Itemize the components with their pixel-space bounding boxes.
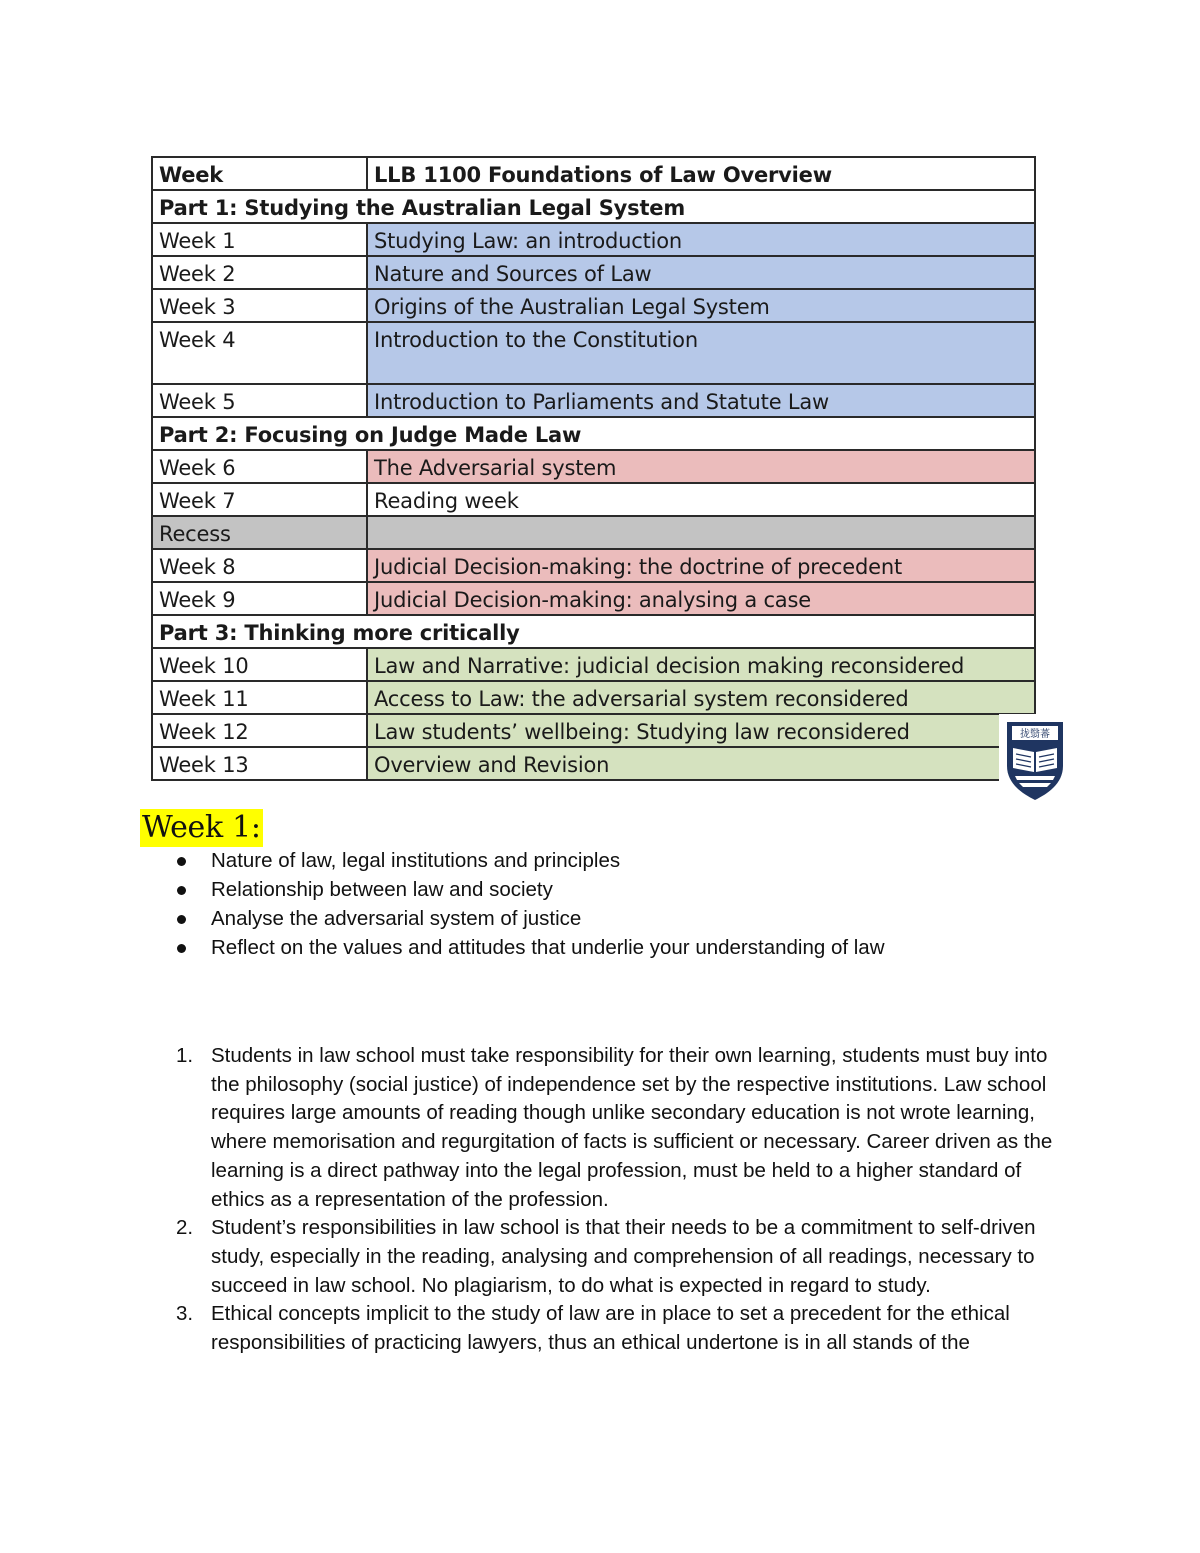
topic-cell: The Adversarial system [367, 450, 1035, 483]
topic-cell: Law and Narrative: judicial decision making reconsidered [367, 648, 1035, 681]
course-overview-table [151, 156, 1036, 781]
table-row [152, 483, 1035, 516]
topic-cell: Introduction to the Constitution [367, 322, 1035, 384]
answer-text: Student’s responsibilities in law school is that their needs to be a commitment to self-driven study, especially in the reading, analysing and comprehension of all readings, necessary to succeed in law school. No plagiarism, to do what is expected in regard to study. [211, 1216, 1036, 1297]
week-cell: Week 13 [152, 747, 367, 780]
header-title-cell: LLB 1100 Foundations of Law Overview [367, 157, 1035, 190]
table-row [152, 322, 1035, 384]
part-row [152, 417, 1035, 450]
topic-cell: Introduction to Parliaments and Statute Law [367, 384, 1035, 417]
bullet-icon [177, 944, 186, 953]
topic-text: Nature of law, legal institutions and principles [211, 849, 621, 872]
week-cell: Week 6 [152, 450, 367, 483]
table-header-row [152, 157, 1035, 190]
answer-text: Students in law school must take responsibility for their own learning, students must buy into the philosophy (social justice) of independence set by the respective institutions. Law school requires large amounts of reading though unlike secondary education is not wrote learning, where memorisation and regurgitation of facts is sufficient or necessary. Career driven as the learning is a direct pathway into the legal profession, must be held to a higher standard of ethics as a representation of the profession. [211, 1044, 1053, 1211]
university-crest-icon [999, 714, 1071, 804]
week-cell: Week 5 [152, 384, 367, 417]
answers-list [172, 1042, 1072, 1358]
week-cell: Week 1 [152, 223, 367, 256]
topic-text: Relationship between law and society [211, 878, 553, 901]
item-number: 3. [176, 1302, 194, 1326]
bullet-icon [177, 886, 186, 895]
week-cell: Week 7 [152, 483, 367, 516]
part-1-heading: Part 1: Studying the Australian Legal System [152, 190, 1035, 223]
topic-cell: Judicial Decision-making: analysing a case [367, 582, 1035, 615]
table-row [152, 256, 1035, 289]
table-row [152, 582, 1035, 615]
week-1-heading: Week 1: [142, 810, 261, 845]
part-2-heading: Part 2: Focusing on Judge Made Law [152, 417, 1035, 450]
week-cell: Week 12 [152, 714, 367, 747]
week-cell: Week 3 [152, 289, 367, 322]
list-item [172, 933, 885, 962]
topic-text: Reflect on the values and attitudes that underlie your understanding of law [211, 936, 885, 959]
topic-text: Analyse the adversarial system of justice [211, 907, 582, 930]
topic-cell: Judicial Decision-making: the doctrine of precedent [367, 549, 1035, 582]
list-item [172, 875, 885, 904]
week-cell: Week 2 [152, 256, 367, 289]
bullet-icon [177, 915, 186, 924]
crest-lettering: 拢翳蕃 [1020, 729, 1050, 740]
bullet-icon [177, 857, 186, 866]
topic-cell: Overview and Revision [367, 747, 1035, 780]
topic-cell: Origins of the Australian Legal System [367, 289, 1035, 322]
header-week-cell: Week [152, 157, 367, 190]
item-number: 2. [176, 1216, 194, 1240]
recess-cell: Recess [152, 516, 367, 549]
table-row [152, 549, 1035, 582]
list-item [172, 1214, 1072, 1300]
part-row [152, 615, 1035, 648]
table-row [152, 223, 1035, 256]
week-1-topic-list [172, 846, 885, 962]
topic-cell: Access to Law: the adversarial system reconsidered [367, 681, 1035, 714]
table-row [152, 450, 1035, 483]
part-3-heading: Part 3: Thinking more critically [152, 615, 1035, 648]
week-cell: Week 8 [152, 549, 367, 582]
table-row [152, 648, 1035, 681]
week-cell: Week 10 [152, 648, 367, 681]
topic-cell: Nature and Sources of Law [367, 256, 1035, 289]
list-item [172, 1042, 1072, 1214]
answer-text: Ethical concepts implicit to the study of law are in place to set a precedent for the ethical responsibilities of practicing lawyers, thus an ethical undertone is in all stands of the [211, 1302, 1010, 1355]
table-row [152, 714, 1035, 747]
item-number: 1. [176, 1044, 194, 1067]
table-row [152, 516, 1035, 549]
topic-cell [367, 516, 1035, 549]
topic-cell: Law students’ wellbeing: Studying law reconsidered [367, 714, 1035, 747]
table-row [152, 289, 1035, 322]
list-item [172, 846, 885, 875]
topic-cell: Reading week [367, 483, 1035, 516]
list-item [172, 1300, 1072, 1357]
table-row [152, 384, 1035, 417]
week-cell: Week 9 [152, 582, 367, 615]
part-row [152, 190, 1035, 223]
week-cell: Week 4 [152, 322, 367, 384]
list-item [172, 904, 885, 933]
table-row [152, 681, 1035, 714]
topic-cell: Studying Law: an introduction [367, 223, 1035, 256]
week-cell: Week 11 [152, 681, 367, 714]
table-row [152, 747, 1035, 780]
